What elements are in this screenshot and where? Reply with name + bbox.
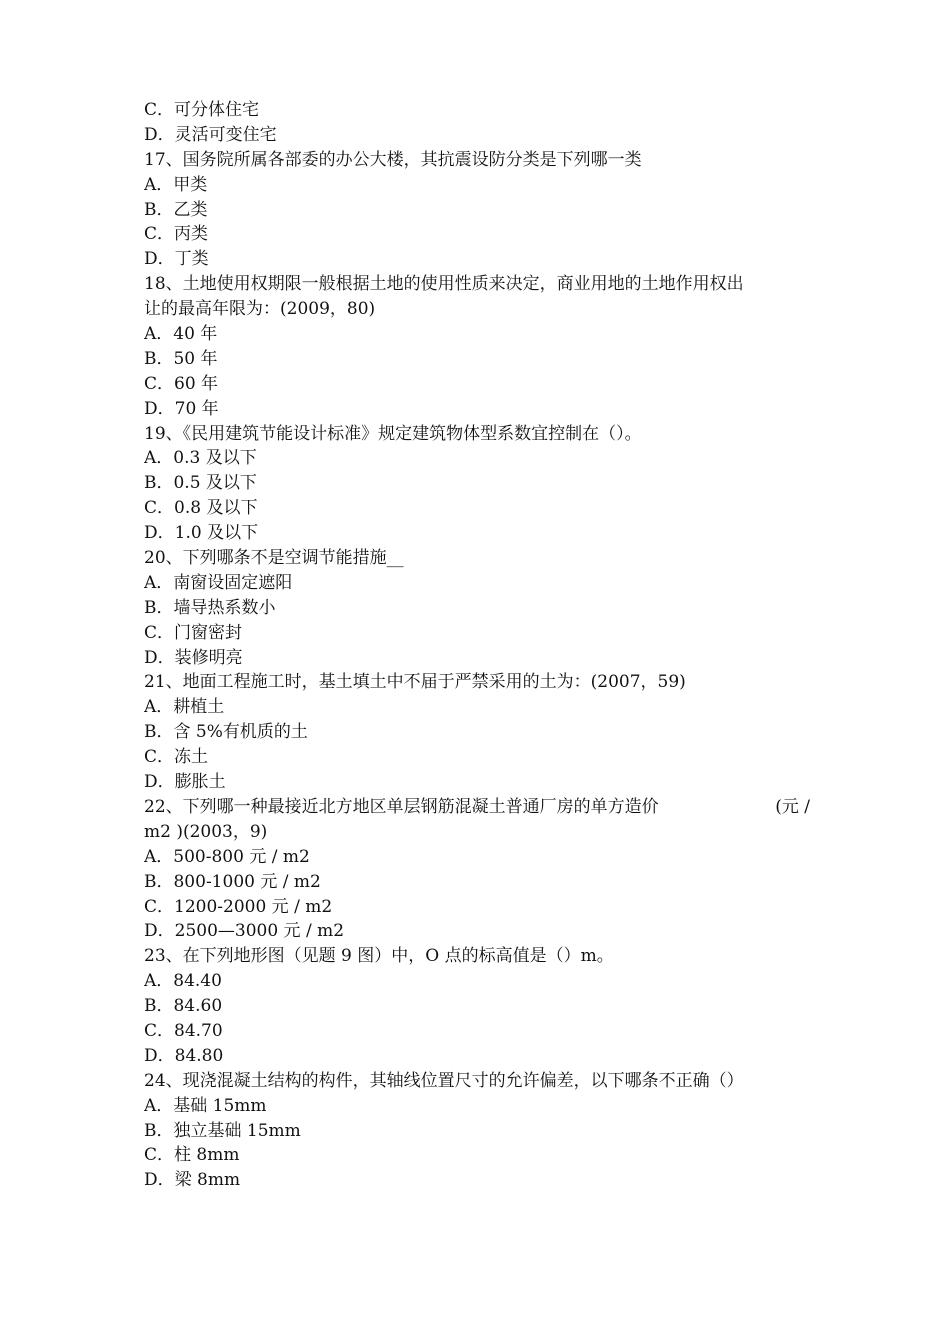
question-20: 20、下列哪条不是空调节能措施__: [144, 548, 404, 569]
option-b: B．0.5 及以下: [144, 473, 257, 494]
option-c: C．1200-2000 元 / m2: [144, 896, 333, 917]
option-a: A．南窗设固定遮阳: [144, 572, 293, 593]
question-19: 19、《民用建筑节能设计标准》规定建筑物体型系数宜控制在（）。: [144, 423, 642, 444]
option-c: C．柱 8mm: [144, 1145, 240, 1166]
option-d: D．梁 8mm: [144, 1170, 241, 1191]
option-c: C．60 年: [144, 373, 219, 394]
question-22-continued: m2 )(2003，9): [144, 821, 268, 842]
option-c: C．可分体住宅: [144, 100, 260, 120]
option-c: C．丙类: [144, 224, 209, 245]
option-d: D．84.80: [144, 1045, 224, 1066]
option-c: C．冻土: [144, 747, 209, 768]
option-d: D．丁类: [144, 249, 209, 270]
question-21: 21、地面工程施工时，基土填土中不届于严禁采用的土为：(2007，59): [144, 672, 686, 693]
question-22: [144, 795, 810, 820]
question-22-unit: (元 /: [775, 796, 810, 817]
option-a: A．84.40: [144, 971, 222, 992]
question-24: 24、现浇混凝土结构的构件，其轴线位置尺寸的允许偏差，以下哪条不正确（）: [144, 1070, 744, 1091]
option-a: A．耕植土: [144, 697, 225, 718]
question-22-text: 22、下列哪一种最接近北方地区单层钢筋混凝土普通厂房的单方造价: [144, 796, 659, 817]
question-18-continued: 让的最高年限为：(2009，80): [144, 299, 376, 320]
option-d: D．膨胀土: [144, 772, 226, 793]
option-a: A．500-800 元 / m2: [144, 846, 310, 867]
option-b: B．50 年: [144, 348, 218, 369]
option-a: A．基础 15mm: [144, 1095, 267, 1116]
option-c: C．门窗密封: [144, 622, 243, 643]
option-b: B．800-1000 元 / m2: [144, 871, 321, 892]
question-17: 17、国务院所属各部委的办公大楼，其抗震设防分类是下列哪一类: [144, 149, 642, 170]
option-c: C．0.8 及以下: [144, 498, 258, 519]
option-c: C．84.70: [144, 1020, 223, 1041]
question-23: 23、在下列地形图（见题 9 图）中，O 点的标高值是（）m。: [144, 946, 614, 967]
option-b: B．含 5%有机质的土: [144, 722, 308, 743]
option-b: B．84.60: [144, 996, 223, 1017]
option-d: D．2500—3000 元 / m2: [144, 921, 345, 942]
option-d: D．灵活可变住宅: [144, 124, 277, 145]
option-d: D．70 年: [144, 398, 219, 419]
option-b: B．墙导热系数小: [144, 597, 276, 618]
document-page: [144, 98, 810, 1193]
option-b: B．乙类: [144, 199, 208, 220]
option-a: A．0.3 及以下: [144, 448, 257, 469]
option-a: A．40 年: [144, 324, 218, 345]
question-18: 18、土地使用权期限一般根据土地的使用性质来决定，商业用地的土地作用权出: [144, 274, 744, 295]
option-d: D．1.0 及以下: [144, 523, 259, 544]
option-d: D．装修明亮: [144, 647, 243, 668]
option-b: B．独立基础 15mm: [144, 1120, 301, 1141]
option-a: A．甲类: [144, 174, 208, 195]
